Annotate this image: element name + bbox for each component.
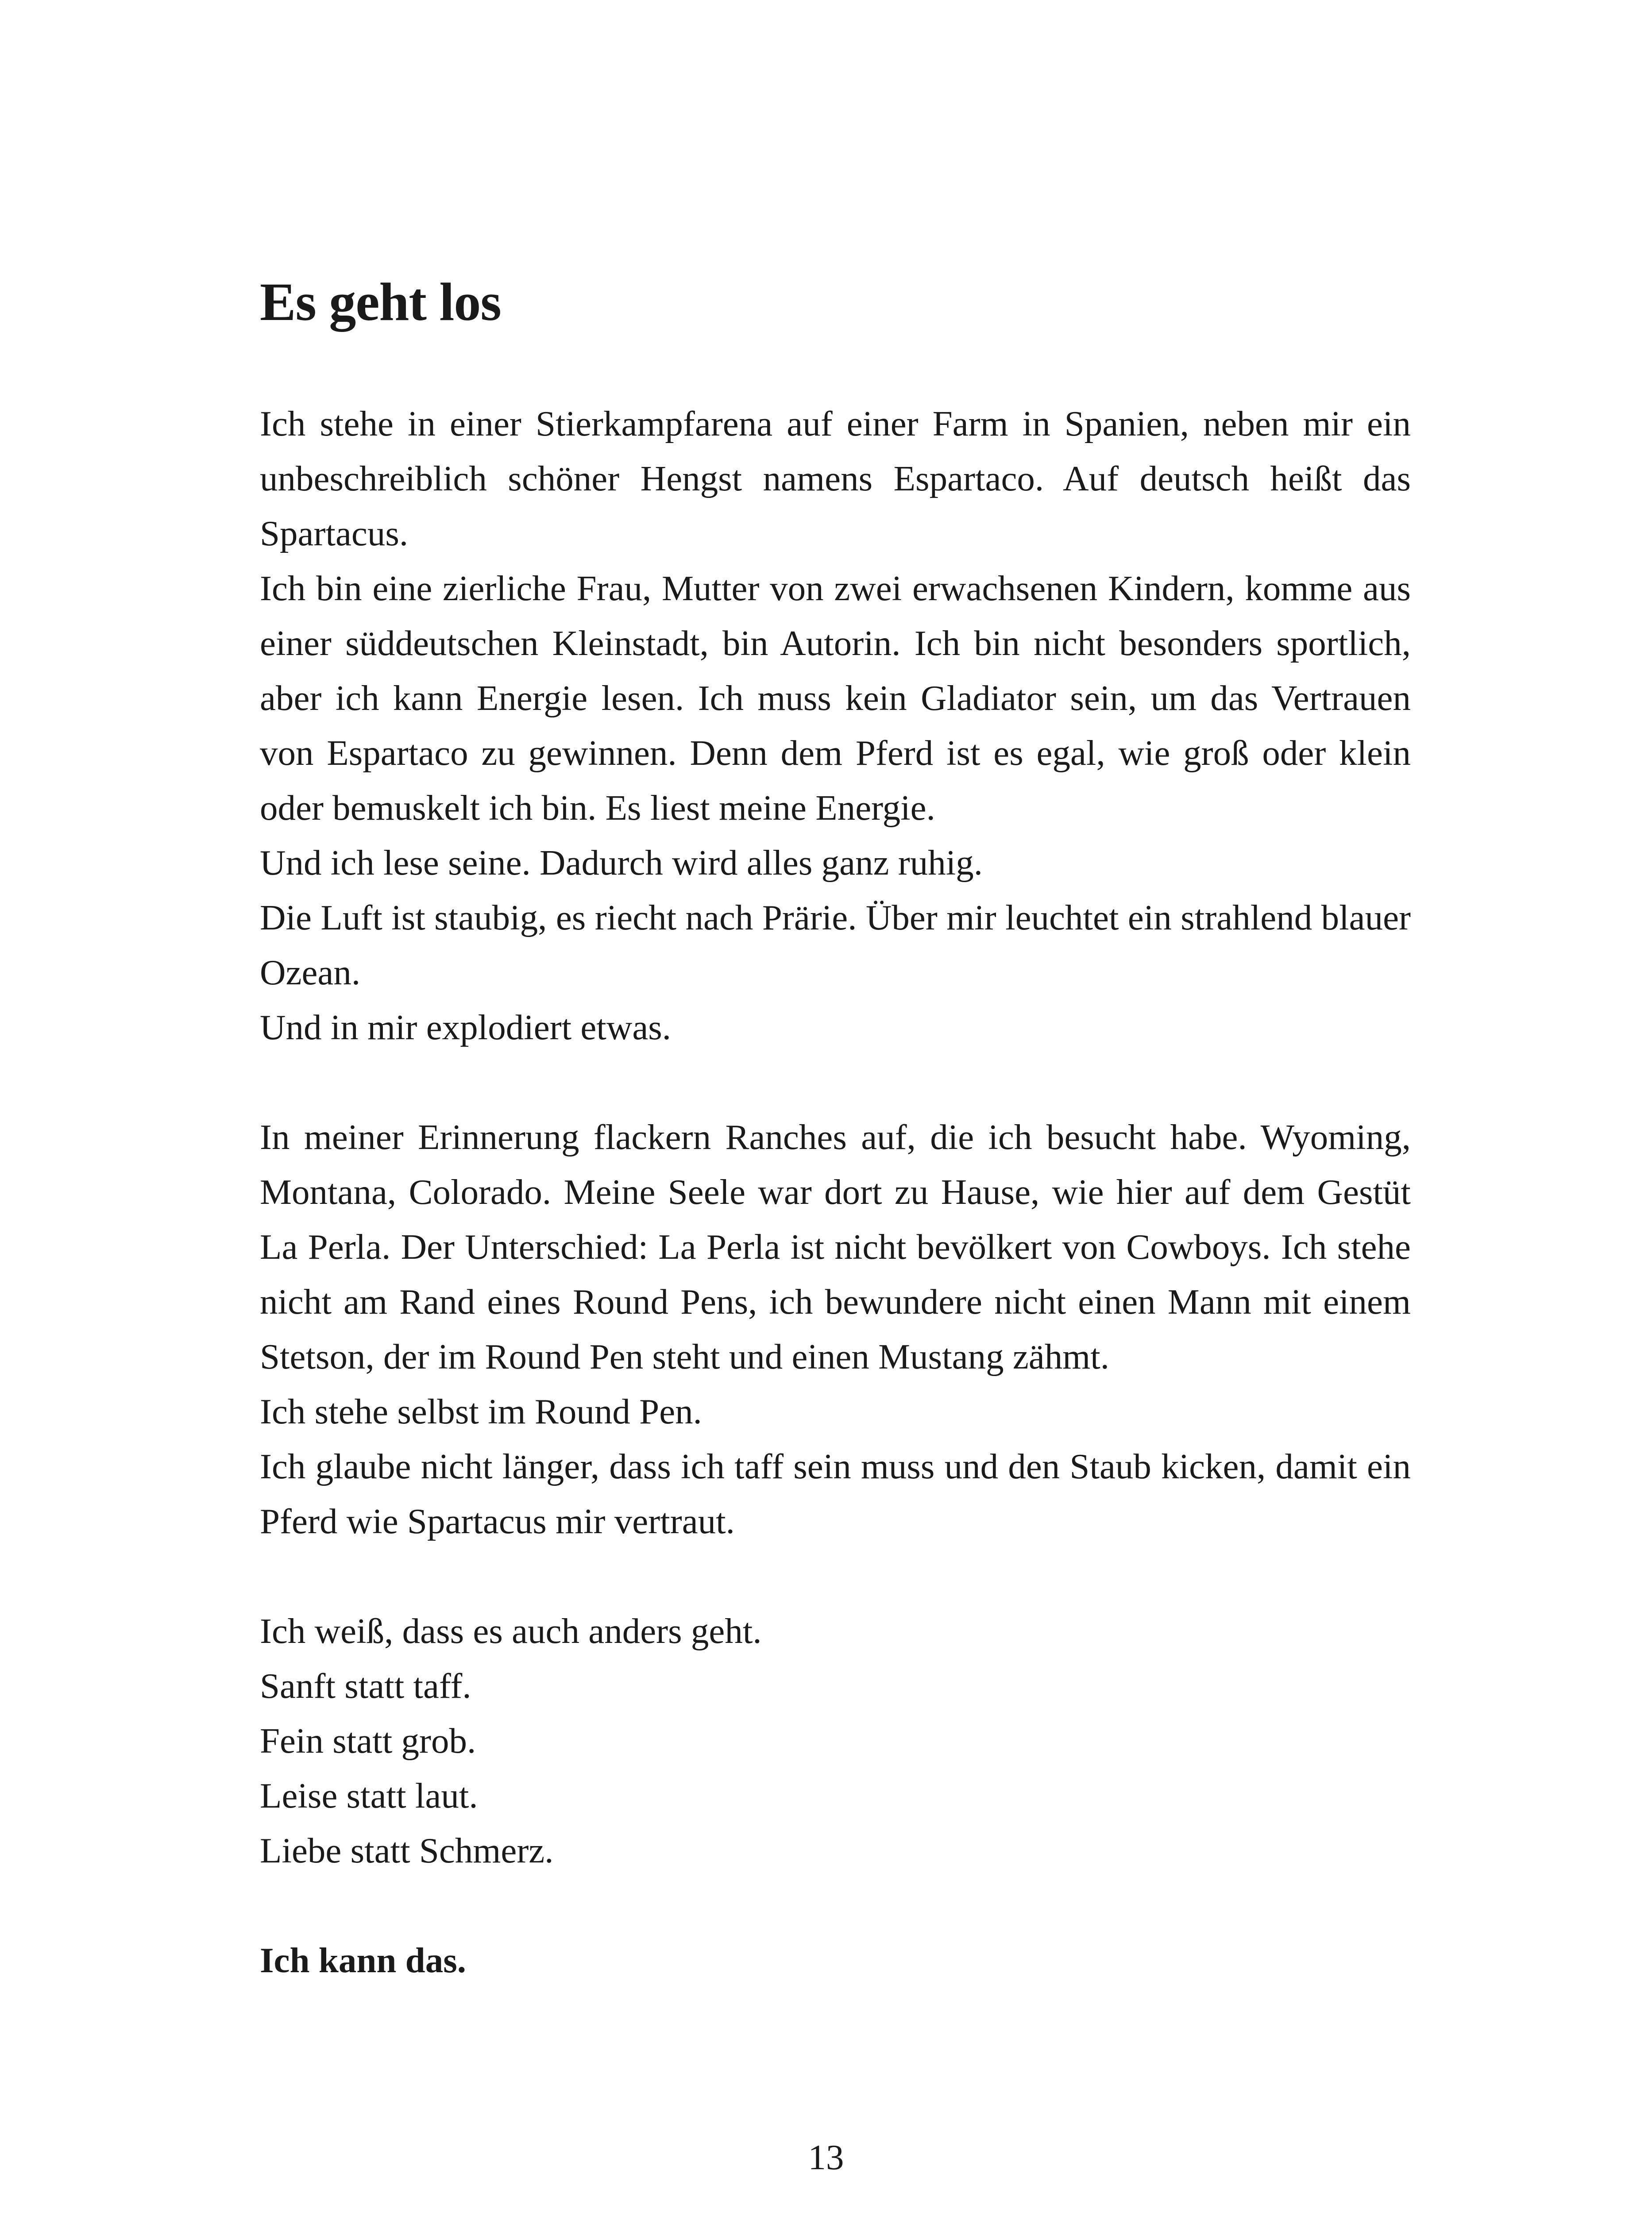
text-line: Liebe statt Schmerz.: [260, 1831, 554, 1870]
paragraph: In meiner Erinnerung flackern Ranches auf, die ich besucht habe. Wyoming, Montana, Colorado. Meine Seele war dort zu Hause, wie hier auf dem Gestüt La Perla. Der Unterschied: La Perla ist nicht bevölkert von Cowboys. Ich stehe nicht am Rand eines Round Pens, ich bewundere nicht einen Mann mit einem Stetson, der im Round Pen steht und einen Mustang zähmt.: [260, 1117, 1411, 1376]
paragraph: Ich stehe in einer Stierkampfarena auf einer Farm in Spanien, neben mir ein unbeschreiblich schöner Hengst namens Espartaco. Auf deutsch heißt das Spartacus.: [260, 404, 1411, 553]
paragraph: Ich bin eine zierliche Frau, Mutter von zwei erwachsenen Kindern, komme aus einer süddeutschen Kleinstadt, bin Autorin. Ich bin nicht besonders sportlich, aber ich kann Energie lesen. Ich muss kein Gladiator sein, um das Vertrauen von Espartaco zu gewinnen. Denn dem Pferd ist es egal, wie groß oder klein oder bemuskelt ich bin. Es liest meine Energie.: [260, 568, 1411, 828]
page-number: 13: [808, 2137, 844, 2177]
paragraph-gap: [260, 1878, 1411, 1933]
paragraph-gap: [260, 1549, 1411, 1604]
paragraph: Und ich lese seine. Dadurch wird alles ganz ruhig.: [260, 843, 983, 883]
text-line: Sanft statt taff.: [260, 1666, 471, 1706]
text-line: Leise statt laut.: [260, 1776, 478, 1816]
closing-statement: Ich kann das.: [260, 1940, 466, 1980]
paragraph: Ich glaube nicht länger, dass ich taff sein muss und den Staub kicken, damit ein Pferd wie Spartacus mir vertraut.: [260, 1446, 1411, 1541]
paragraph: Und in mir explodiert etwas.: [260, 1007, 672, 1047]
paragraph: Ich stehe selbst im Round Pen.: [260, 1392, 702, 1431]
chapter-body: [260, 396, 1411, 1988]
paragraph: Die Luft ist staubig, es riecht nach Prärie. Über mir leuchtet ein strahlend blauer Ozean.: [260, 898, 1411, 992]
paragraph-gap: [260, 1055, 1411, 1110]
text-line: Ich weiß, dass es auch anders geht.: [260, 1611, 762, 1651]
chapter-title: Es geht los: [260, 272, 501, 332]
text-line: Fein statt grob.: [260, 1721, 476, 1761]
